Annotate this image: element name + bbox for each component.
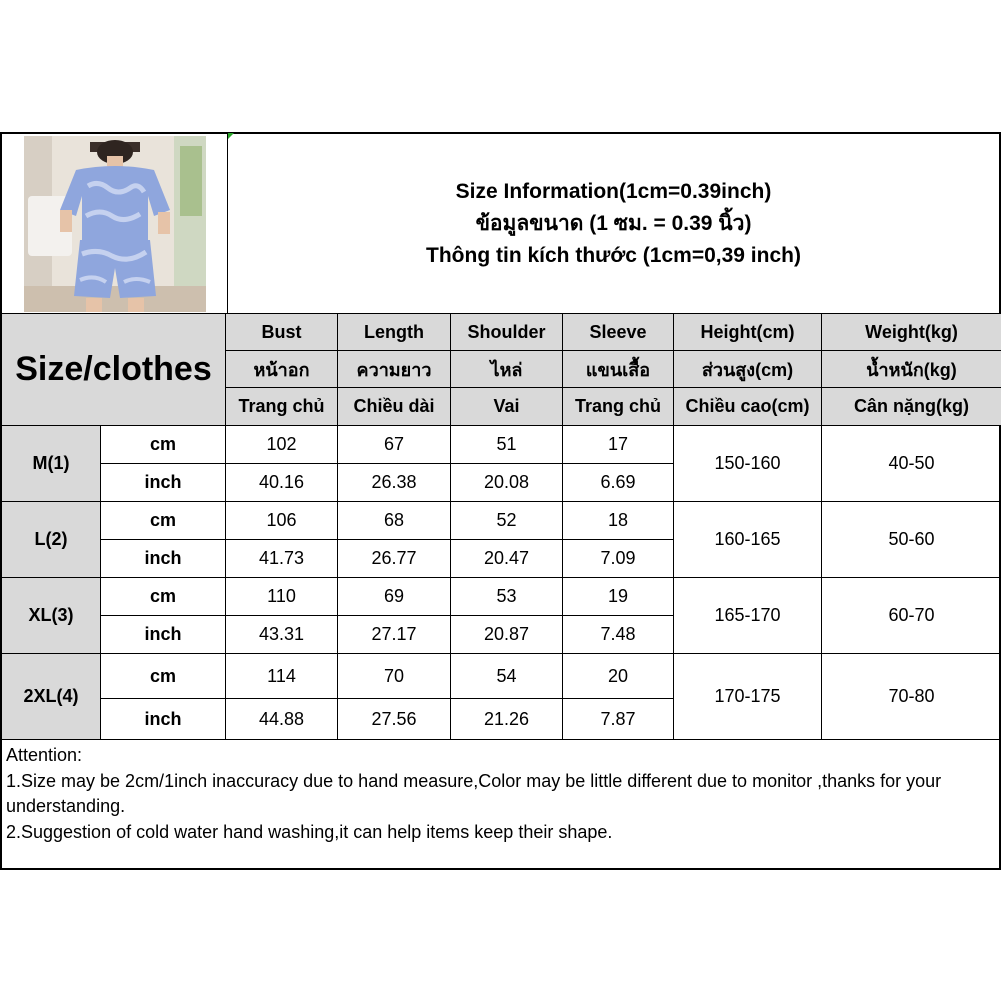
unit-label-cm: cm [101,654,226,699]
measurement-cm: 54 [451,654,563,699]
note-1: 1.Size may be 2cm/1inch inaccuracy due to hand measure,Color may be little different due to monitor ,thanks for your understanding. [6,770,942,816]
info-line-vietnamese: Thông tin kích thước (1cm=0,39 inch) [426,243,801,267]
column-header-vi: Trang chủ [563,388,674,426]
unit-label-cm: cm [101,502,226,540]
column-header-th: หน้าอก [226,351,338,388]
measurement-cm: 18 [563,502,674,540]
attention-notes [2,742,999,868]
measurement-cm: 67 [338,426,451,464]
measurement-cm: 53 [451,578,563,616]
column-header-vi: Chiều cao(cm) [674,388,822,426]
measurement-cm: 51 [451,426,563,464]
column-header-vi: Trang chủ [226,388,338,426]
column-header-en: Weight(kg) [822,314,1001,351]
measurement-cm: 19 [563,578,674,616]
weight-range: 50-60 [822,502,1001,578]
measurement-inch: 40.16 [226,464,338,502]
measurement-cm: 69 [338,578,451,616]
measurement-inch: 7.87 [563,699,674,740]
unit-label-inch: inch [101,699,226,740]
column-header-en: Shoulder [451,314,563,351]
column-header-en: Length [338,314,451,351]
weight-range: 60-70 [822,578,1001,654]
measurement-inch: 44.88 [226,699,338,740]
size-label: L(2) [2,502,101,578]
column-header-th: แขนเสื้อ [563,351,674,388]
unit-label-inch: inch [101,464,226,502]
column-header-th: น้ำหนัก(kg) [822,351,1001,388]
unit-label-inch: inch [101,616,226,654]
photo-cell [2,134,228,314]
measurement-cm: 20 [563,654,674,699]
measurement-inch: 26.38 [338,464,451,502]
size-chart [0,132,1001,870]
column-header-th: ส่วนสูง(cm) [674,351,822,388]
column-header-vi: Chiều dài [338,388,451,426]
measurement-inch: 27.17 [338,616,451,654]
column-header-en: Bust [226,314,338,351]
measurement-cm: 114 [226,654,338,699]
measurement-cm: 106 [226,502,338,540]
unit-label-cm: cm [101,578,226,616]
measurement-inch: 20.08 [451,464,563,502]
measurement-cm: 70 [338,654,451,699]
column-header-vi: Vai [451,388,563,426]
size-label: XL(3) [2,578,101,654]
column-header-en: Height(cm) [674,314,822,351]
height-range: 160-165 [674,502,822,578]
measurement-inch: 21.26 [451,699,563,740]
column-header-th: ไหล่ [451,351,563,388]
column-header-vi: Cân nặng(kg) [822,388,1001,426]
measurement-inch: 41.73 [226,540,338,578]
size-clothes-label: Size/clothes [2,314,226,426]
unit-label-inch: inch [101,540,226,578]
column-header-th: ความยาว [338,351,451,388]
measurement-inch: 6.69 [563,464,674,502]
measurement-cm: 17 [563,426,674,464]
measurement-cm: 52 [451,502,563,540]
measurement-inch: 27.56 [338,699,451,740]
weight-range: 70-80 [822,654,1001,740]
unit-label-cm: cm [101,426,226,464]
info-line-thai: ข้อมูลขนาด (1 ซม. = 0.39 นิ้ว) [475,211,752,235]
notes-title: Attention: [6,745,83,765]
size-label: M(1) [2,426,101,502]
size-information-title [228,134,999,314]
measurement-inch: 7.48 [563,616,674,654]
measurement-inch: 26.77 [338,540,451,578]
measurement-cm: 110 [226,578,338,616]
height-range: 165-170 [674,578,822,654]
height-range: 150-160 [674,426,822,502]
note-2: 2.Suggestion of cold water hand washing,it can help items keep their shape. [6,821,613,842]
weight-range: 40-50 [822,426,1001,502]
height-range: 170-175 [674,654,822,740]
product-photo [24,136,206,312]
measurement-inch: 7.09 [563,540,674,578]
size-table [2,314,999,742]
column-header-en: Sleeve [563,314,674,351]
size-label: 2XL(4) [2,654,101,740]
measurement-cm: 68 [338,502,451,540]
measurement-inch: 20.87 [451,616,563,654]
measurement-inch: 43.31 [226,616,338,654]
measurement-inch: 20.47 [451,540,563,578]
info-line-english: Size Information(1cm=0.39inch) [455,179,772,203]
measurement-cm: 102 [226,426,338,464]
